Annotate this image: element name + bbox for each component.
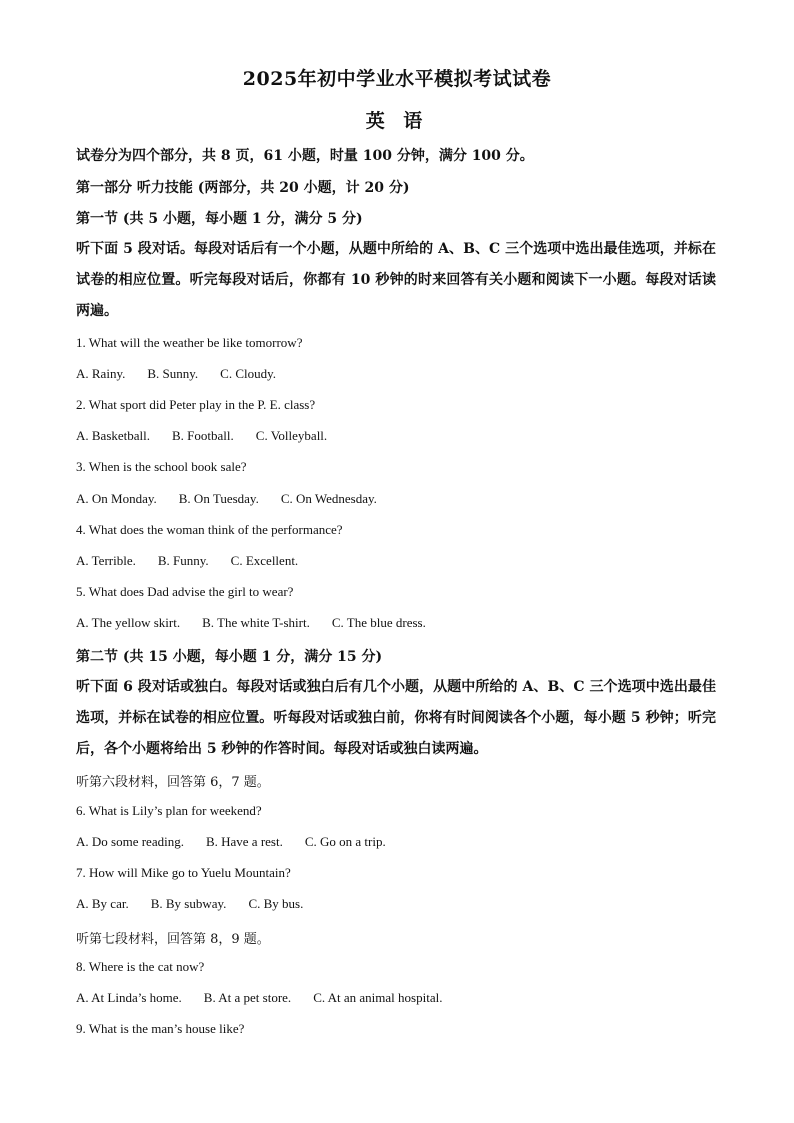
option-c: C. Go on a trip. — [304, 834, 386, 849]
question-5: 5. What does Dad advise the girl to wear? — [76, 584, 294, 599]
option-a: A. Basketball. — [76, 428, 151, 443]
question-3-options — [76, 491, 726, 507]
question-1-options — [76, 366, 726, 382]
question-4-options — [76, 553, 726, 569]
section2-instructions: 听下面 6 段对话或独白。每段对话或独白后有几个小题，从题中所给的 A、B、C 三个选项中选出最佳选项，并标在试卷的相应位置。听每段对话或独白前，你将有时间阅读各个小题，每小题 5 秒钟；听完后，各个小题将给出 5 秒钟的作答时间。每段对话或独白读两遍。 — [76, 679, 716, 757]
question-5-options — [76, 615, 726, 631]
option-b: B. Have a rest. — [205, 834, 283, 849]
question-6: 6. What is Lily’s plan for weekend? — [76, 803, 262, 818]
option-b: B. Football. — [172, 428, 234, 443]
option-b: B. Sunny. — [147, 366, 199, 381]
option-c: C. At an animal hospital. — [313, 990, 443, 1005]
section1-instructions: 听下面 5 段对话。每段对话后有一个小题，从题中所给的 A、B、C 三个选项中选出最佳选项，并标在试卷的相应位置。听完每段对话后，你都有 10 秒钟的时来回答有关小题和阅读下一小题。每段对话读两遍。 — [76, 241, 716, 319]
option-a: A. By car. — [76, 896, 129, 911]
option-b: B. Funny. — [157, 553, 209, 568]
exam-intro: 试卷分为四个部分，共 8 页，61 小题，时量 100 分钟，满分 100 分。 — [76, 148, 534, 164]
option-c: C. By bus. — [248, 896, 304, 911]
question-7-options — [76, 896, 726, 912]
option-c: C. The blue dress. — [331, 615, 426, 630]
option-a: A. Do some reading. — [76, 834, 184, 849]
option-c: C. Excellent. — [230, 553, 299, 568]
option-c: C. On Wednesday. — [280, 491, 377, 506]
question-3: 3. When is the school book sale? — [76, 459, 247, 474]
exam-title: 2025年初中学业水平模拟考试试卷 — [242, 68, 552, 90]
option-a: A. Terrible. — [76, 553, 136, 568]
subject-title: 英 语 — [365, 110, 429, 132]
option-a: A. Rainy. — [76, 366, 126, 381]
question-8-options — [76, 990, 726, 1006]
option-a: A. The yellow skirt. — [76, 615, 181, 630]
material-7-note: 听第七段材料，回答第 8，9 题。 — [76, 932, 270, 947]
option-c: C. Volleyball. — [255, 428, 328, 443]
option-c: C. Cloudy. — [220, 366, 277, 381]
material-6-note: 听第六段材料，回答第 6，7 题。 — [76, 775, 270, 790]
question-2-options — [76, 428, 726, 444]
option-b: B. By subway. — [150, 896, 227, 911]
question-1: 1. What will the weather be like tomorrow? — [76, 335, 303, 350]
question-7: 7. How will Mike go to Yuelu Mountain? — [76, 865, 291, 880]
option-b: B. At a pet store. — [203, 990, 292, 1005]
option-b: B. The white T-shirt. — [202, 615, 310, 630]
option-a: A. At Linda’s home. — [76, 990, 182, 1005]
question-8: 8. Where is the cat now? — [76, 959, 205, 974]
question-9: 9. What is the man’s house like? — [76, 1021, 245, 1036]
section1-heading: 第一节 (共 5 小题，每小题 1 分，满分 5 分) — [76, 211, 363, 227]
section2-heading: 第二节 (共 15 小题，每小题 1 分，满分 15 分) — [76, 649, 383, 665]
option-a: A. On Monday. — [76, 491, 157, 506]
question-6-options — [76, 834, 726, 850]
question-2: 2. What sport did Peter play in the P. E. class? — [76, 397, 316, 412]
question-4: 4. What does the woman think of the performance? — [76, 522, 343, 537]
option-b: B. On Tuesday. — [178, 491, 259, 506]
part1-heading: 第一部分 听力技能 (两部分，共 20 小题，计 20 分) — [76, 180, 410, 196]
